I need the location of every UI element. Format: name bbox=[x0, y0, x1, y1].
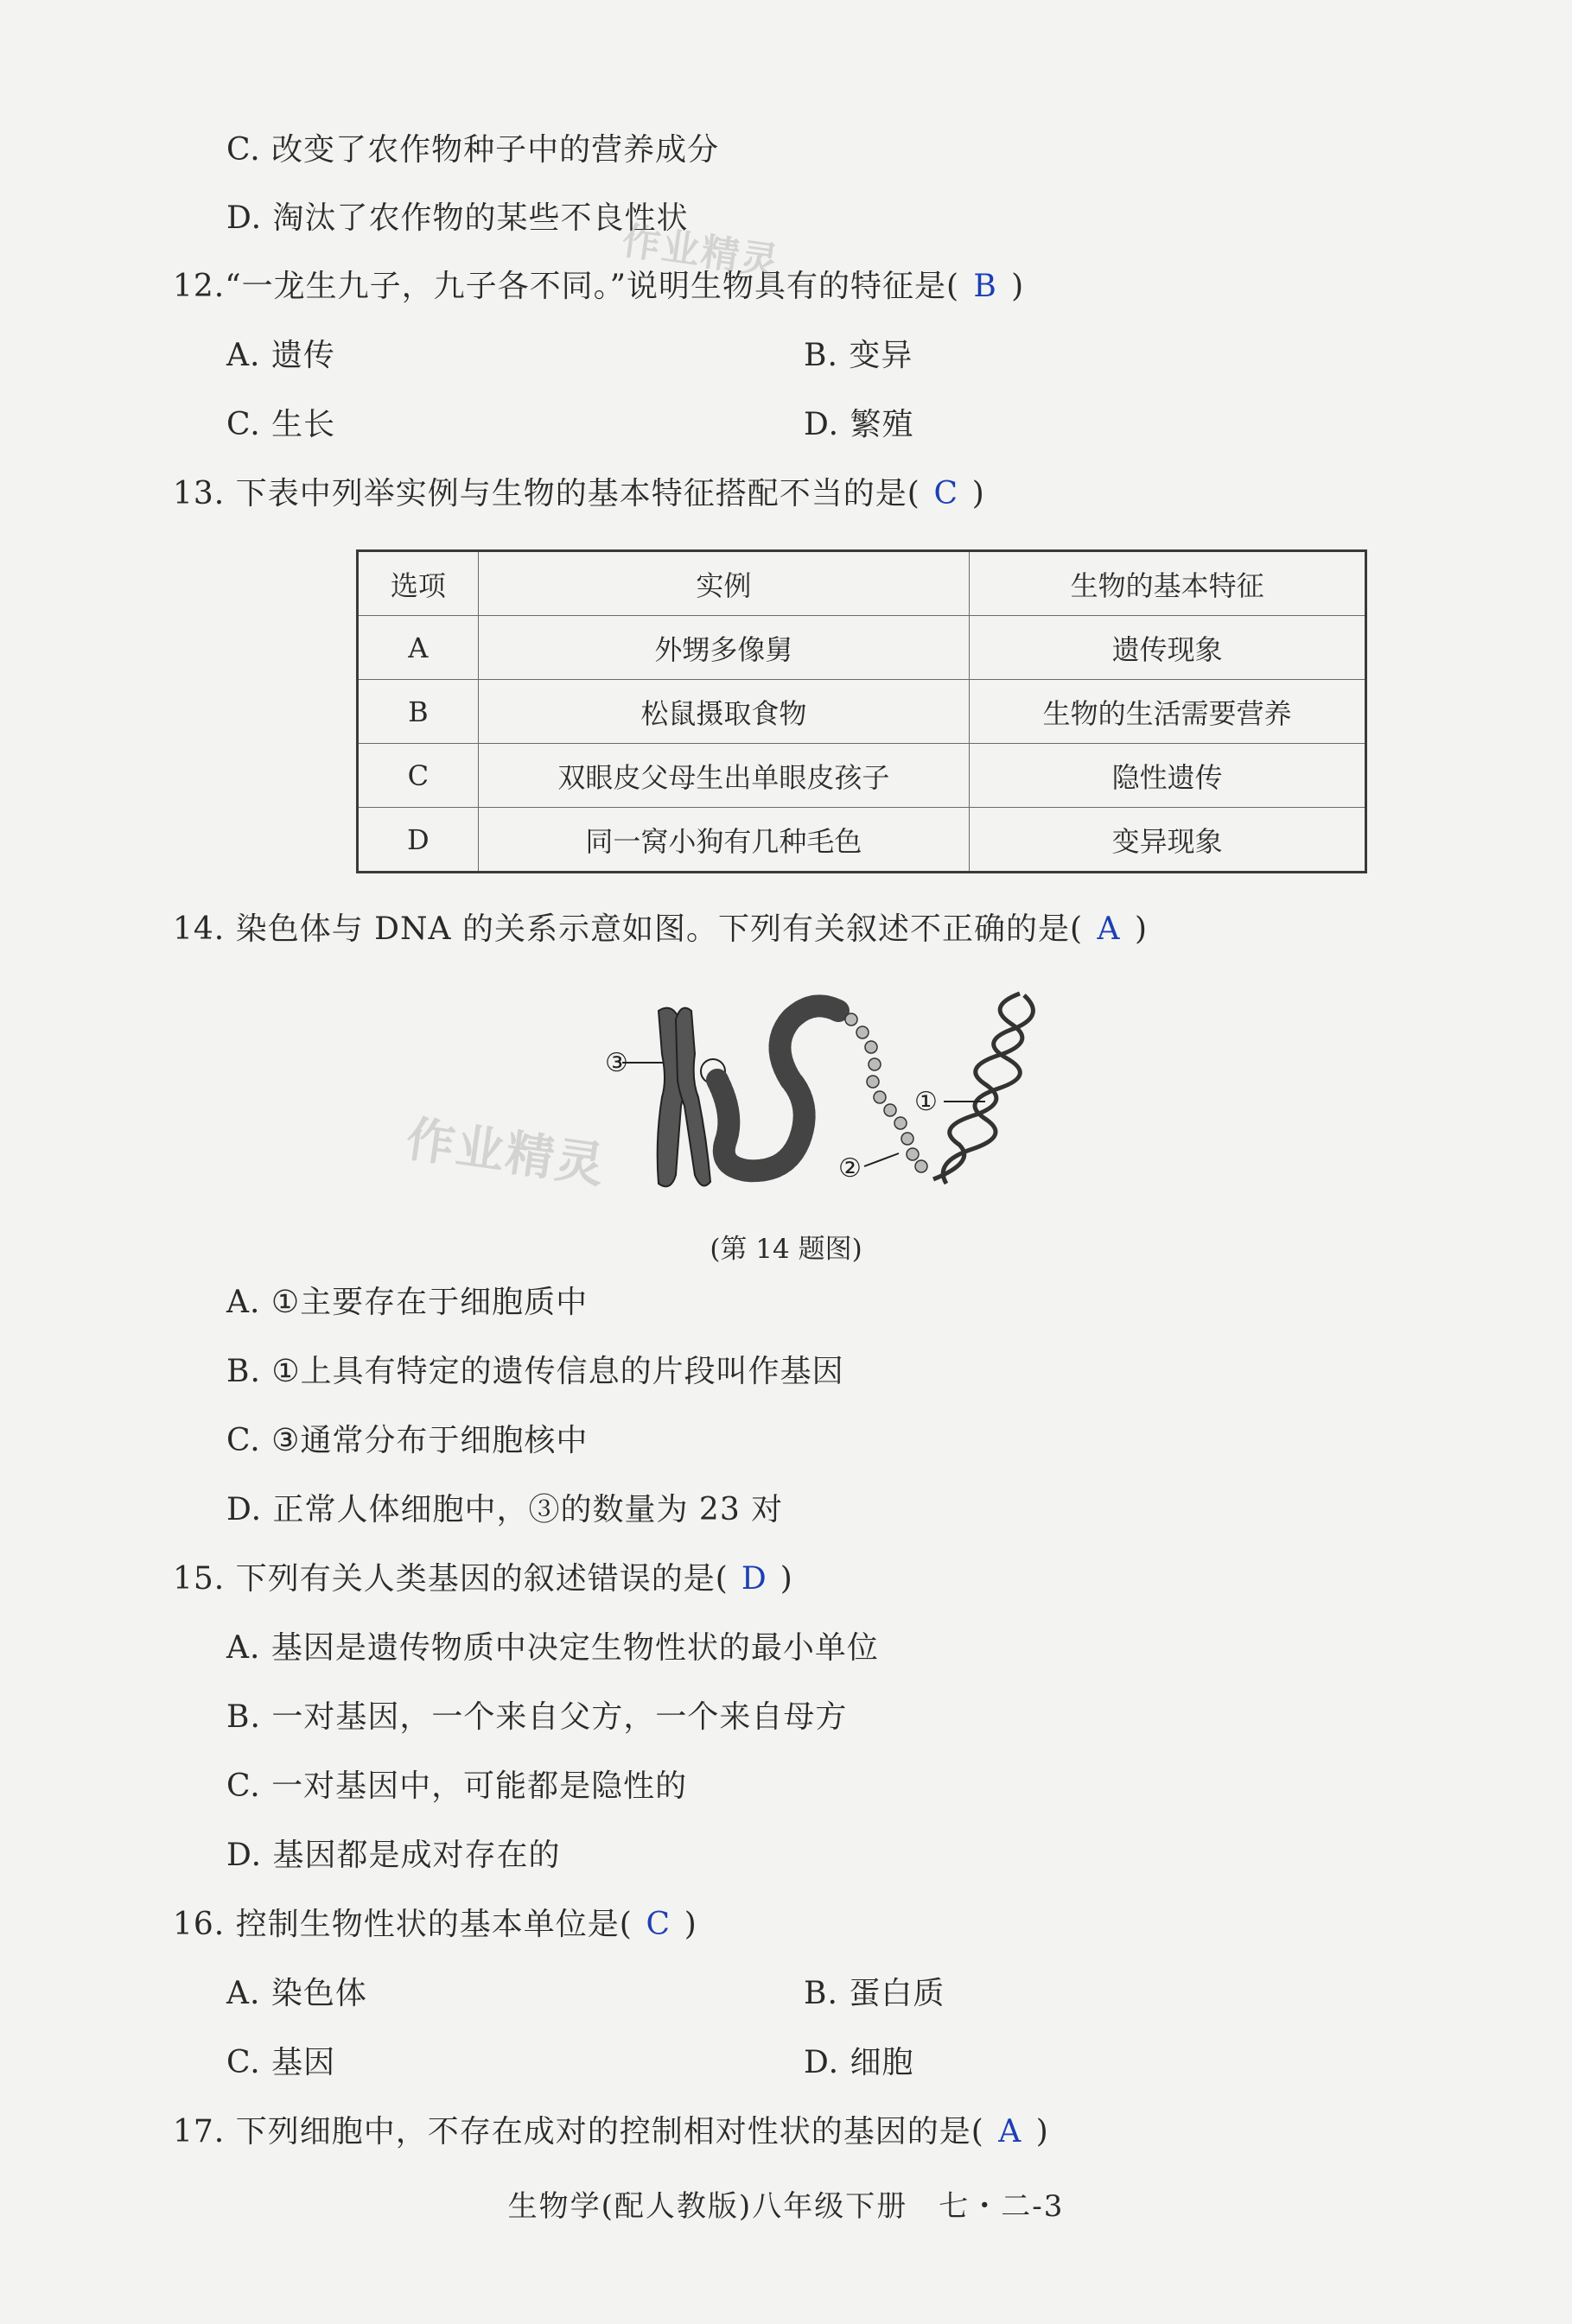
table-header: 选项 bbox=[358, 551, 479, 616]
table-cell: 生物的生活需要营养 bbox=[970, 680, 1366, 744]
table-header: 实例 bbox=[478, 551, 969, 616]
q16-text: 16. 控制生物性状的基本单位是( bbox=[173, 1907, 633, 1942]
q16-option-c: C. 基因 bbox=[226, 2045, 336, 2080]
q14-option-c: C. ③通常分布于细胞核中 bbox=[226, 1423, 589, 1458]
q15-option-b: B. 一对基因，一个来自父方，一个来自母方 bbox=[226, 1699, 848, 1735]
q16-answer: C bbox=[646, 1907, 671, 1942]
table-row bbox=[358, 744, 1366, 808]
q16-option-a: A. 染色体 bbox=[226, 1976, 367, 2011]
figure-label-1: ① bbox=[914, 1087, 938, 1117]
chromosome-dna-figure bbox=[605, 985, 1054, 1201]
table-cell: C bbox=[358, 744, 479, 808]
page-footer: 生物学(配人教版)八年级下册 七・二-3 bbox=[507, 2189, 1065, 2224]
q16-stem bbox=[173, 1904, 697, 1946]
q14-option-a: A. ①主要存在于细胞质中 bbox=[226, 1285, 589, 1320]
q15-close: ) bbox=[780, 1561, 793, 1597]
table-row bbox=[358, 680, 1366, 744]
q14-stem bbox=[173, 909, 1148, 950]
q15-option-d: D. 基因都是成对存在的 bbox=[226, 1838, 561, 1873]
chromosome-shape bbox=[658, 1008, 710, 1187]
q13-text: 13. 下表中列举实例与生物的基本特征搭配不当的是( bbox=[173, 476, 920, 511]
q16-option-d: D. 细胞 bbox=[804, 2045, 914, 2080]
q13-answer: C bbox=[933, 476, 959, 511]
table-cell: 松鼠摄取食物 bbox=[478, 680, 969, 744]
q12-option-a: A. 遗传 bbox=[226, 338, 335, 373]
q12-text: 12.“一龙生九子，九子各不同。”说明生物具有的特征是( bbox=[173, 269, 960, 304]
table-cell: 隐性遗传 bbox=[970, 744, 1366, 808]
q15-text: 15. 下列有关人类基因的叙述错误的是( bbox=[173, 1561, 729, 1597]
q11-option-c: C. 改变了农作物种子中的营养成分 bbox=[226, 132, 720, 168]
q15-stem bbox=[173, 1559, 793, 1600]
table-cell: 外甥多像舅 bbox=[478, 616, 969, 680]
q11-option-d: D. 淘汰了农作物的某些不良性状 bbox=[226, 200, 689, 236]
q12-stem bbox=[173, 266, 1024, 308]
table-header-row bbox=[358, 551, 1366, 616]
table-cell: B bbox=[358, 680, 479, 744]
q12-option-c: C. 生长 bbox=[226, 407, 336, 442]
table-row bbox=[358, 616, 1366, 680]
q15-option-c: C. 一对基因中，可能都是隐性的 bbox=[226, 1768, 688, 1804]
label2-leader bbox=[864, 1153, 899, 1166]
q14-answer: A bbox=[1097, 911, 1121, 947]
q15-option-a: A. 基因是遗传物质中决定生物性状的最小单位 bbox=[226, 1630, 879, 1666]
watermark-logo: 作业精灵 bbox=[402, 1111, 609, 1195]
table-cell: 遗传现象 bbox=[970, 616, 1366, 680]
q14-close: ) bbox=[1135, 911, 1149, 947]
q14-option-b: B. ①上具有特定的遗传信息的片段叫作基因 bbox=[226, 1354, 844, 1389]
q13-close: ) bbox=[971, 476, 985, 511]
table-cell: 同一窝小狗有几种毛色 bbox=[478, 808, 969, 873]
q14-text: 14. 染色体与 DNA 的关系示意如图。下列有关叙述不正确的是( bbox=[173, 911, 1083, 947]
table-header: 生物的基本特征 bbox=[970, 551, 1366, 616]
q16-option-b: B. 蛋白质 bbox=[804, 1976, 945, 2011]
q12-option-d: D. 繁殖 bbox=[804, 407, 914, 442]
table-cell: 双眼皮父母生出单眼皮孩子 bbox=[478, 744, 969, 808]
q14-option-d: D. 正常人体细胞中，③的数量为 23 对 bbox=[226, 1492, 784, 1527]
q17-close: ) bbox=[1035, 2114, 1049, 2149]
q16-close: ) bbox=[684, 1907, 697, 1942]
table-cell: 变异现象 bbox=[970, 808, 1366, 873]
table-cell: D bbox=[358, 808, 479, 873]
q17-stem bbox=[173, 2111, 1049, 2153]
table-row bbox=[358, 808, 1366, 873]
coiled-fiber bbox=[717, 1006, 838, 1171]
q13-table bbox=[356, 549, 1367, 873]
q13-stem bbox=[173, 473, 985, 515]
table-cell: A bbox=[358, 616, 479, 680]
figure-caption: (第 14 题图) bbox=[710, 1234, 862, 1265]
q12-close: ) bbox=[1011, 269, 1025, 304]
q12-option-b: B. 变异 bbox=[804, 338, 913, 373]
q15-answer: D bbox=[741, 1561, 767, 1597]
watermark-logo: 作业精灵 bbox=[619, 219, 784, 285]
figure-label-3: ③ bbox=[605, 1048, 628, 1078]
q12-answer: B bbox=[973, 269, 997, 304]
dna-helix bbox=[933, 994, 1033, 1184]
q17-text: 17. 下列细胞中，不存在成对的控制相对性状的基因的是( bbox=[173, 2114, 984, 2149]
q17-answer: A bbox=[998, 2114, 1022, 2149]
figure-label-2: ② bbox=[838, 1153, 862, 1184]
